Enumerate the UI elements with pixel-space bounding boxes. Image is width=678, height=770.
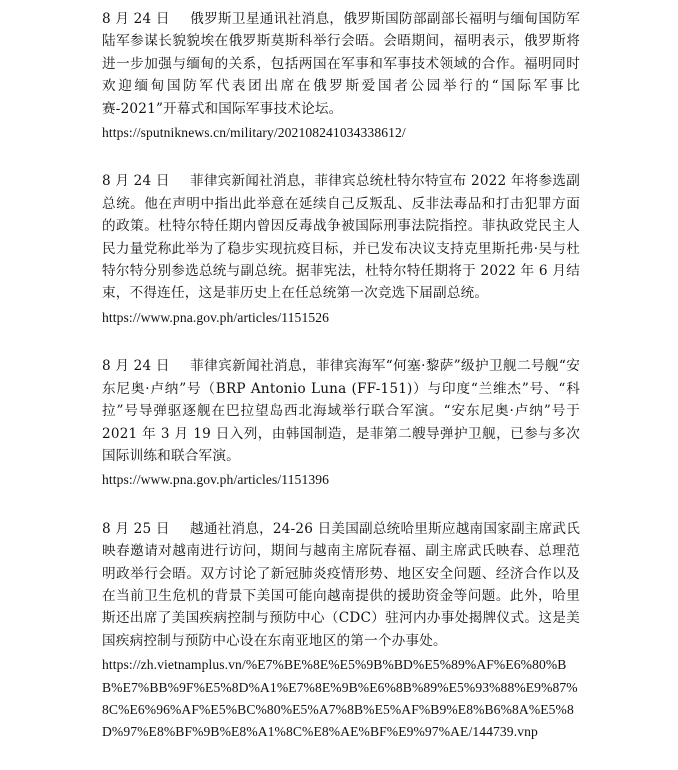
entry-date: 8 月 24 日 (102, 173, 170, 190)
entry-source-link[interactable]: https://sputniknews.cn/military/202108241034338612/ (102, 125, 406, 141)
entry-paragraph (102, 355, 580, 467)
news-entry (102, 8, 580, 144)
document-page (102, 8, 580, 770)
entry-text: 菲律宾新闻社消息，菲律宾海军“何塞·黎萨”级护卫舰二号舰“安东尼奥·卢纳”号（BRP Antonio Luna (FF-151)）与印度“兰维杰”号、“科拉”号导弹驱逐舰在巴拉望岛西北海域举行联合军演。“安东尼奥·卢纳”号于 2021 年 3 月 19 日入列，由韩国制造，是菲第二艘导弹护卫舰，已参与多次国际训练和联合军演。 (102, 358, 580, 464)
entry-text: 菲律宾新闻社消息，菲律宾总统杜特尔特宣布 2022 年将参选副总统。他在声明中指出此举意在延续自己反叛乱、反非法毒品和打击犯罪方面的政策。杜特尔特任期内曾因反毒战争被国际刑事法院指控。菲执政党民主人民力量党称此举为了稳步实现抗疫目标，并已发布决议支持克里斯托弗·吴与杜特尔特分别参选总统与副总统。据菲宪法，杜特尔特任期将于 2022 年 6 月结束，不得连任，这是菲历史上在任总统第一次竞选下届副总统。 (102, 173, 580, 302)
entry-paragraph (102, 170, 580, 304)
news-entry (102, 170, 580, 329)
entry-date: 8 月 25 日 (102, 520, 170, 537)
entry-date: 8 月 24 日 (102, 358, 170, 375)
entry-paragraph (102, 8, 580, 120)
entry-source-link[interactable]: https://www.pna.gov.ph/articles/1151526 (102, 309, 330, 325)
entry-source-link[interactable]: https://www.pna.gov.ph/articles/1151396 (102, 472, 330, 488)
entry-date: 8 月 24 日 (102, 11, 170, 27)
entry-source-link[interactable]: https://zh.vietnamplus.vn/%E7%BE%8E%E5%9B%BD%E5%89%AF%E6%80%BB%E7%BB%9F%E5%8D%A1%E7%8E%9B%E6%8B%89%E5%93%88%E9%87%8C%E6%96%AF%E5%BC%80%E5%A7%8B%E5%AF%B9%E8%B6%8A%E5%8D%97%E8%BF%9B%E8%A1%8C%E8%AE%BF%E9%97%AE/144739.vnp (102, 657, 578, 740)
news-entry (102, 518, 580, 744)
news-entry (102, 355, 580, 491)
entry-text: 越通社消息，24-26 日美国副总统哈里斯应越南国家副主席武氏映春邀请对越南进行访问，期间与越南主席阮春福、副主席武氏映春、总理范明政举行会晤。双方讨论了新冠肺炎疫情形势、地区安全问题、经济合作以及在当前卫生危机的背景下美国可能向越南提供的援助资金等问题。此外，哈里斯还出席了美国疾病控制与预防中心（CDC）驻河内办事处揭牌仪式。这是美国疾病控制与预防中心设在东南亚地区的第一个办事处。 (102, 520, 580, 649)
entry-paragraph (102, 518, 580, 652)
entry-text: 俄罗斯卫星通讯社消息，俄罗斯国防部副部长福明与缅甸国防军陆军参谋长貌貌埃在俄罗斯莫斯科举行会晤。会晤期间，福明表示，俄罗斯将进一步加强与缅甸的关系，包括两国在军事和军事技术领域的合作。福明同时欢迎缅甸国防军代表团出席在俄罗斯爱国者公园举行的“国际军事比赛-2021”开幕式和国际军事技术论坛。 (102, 11, 580, 117)
